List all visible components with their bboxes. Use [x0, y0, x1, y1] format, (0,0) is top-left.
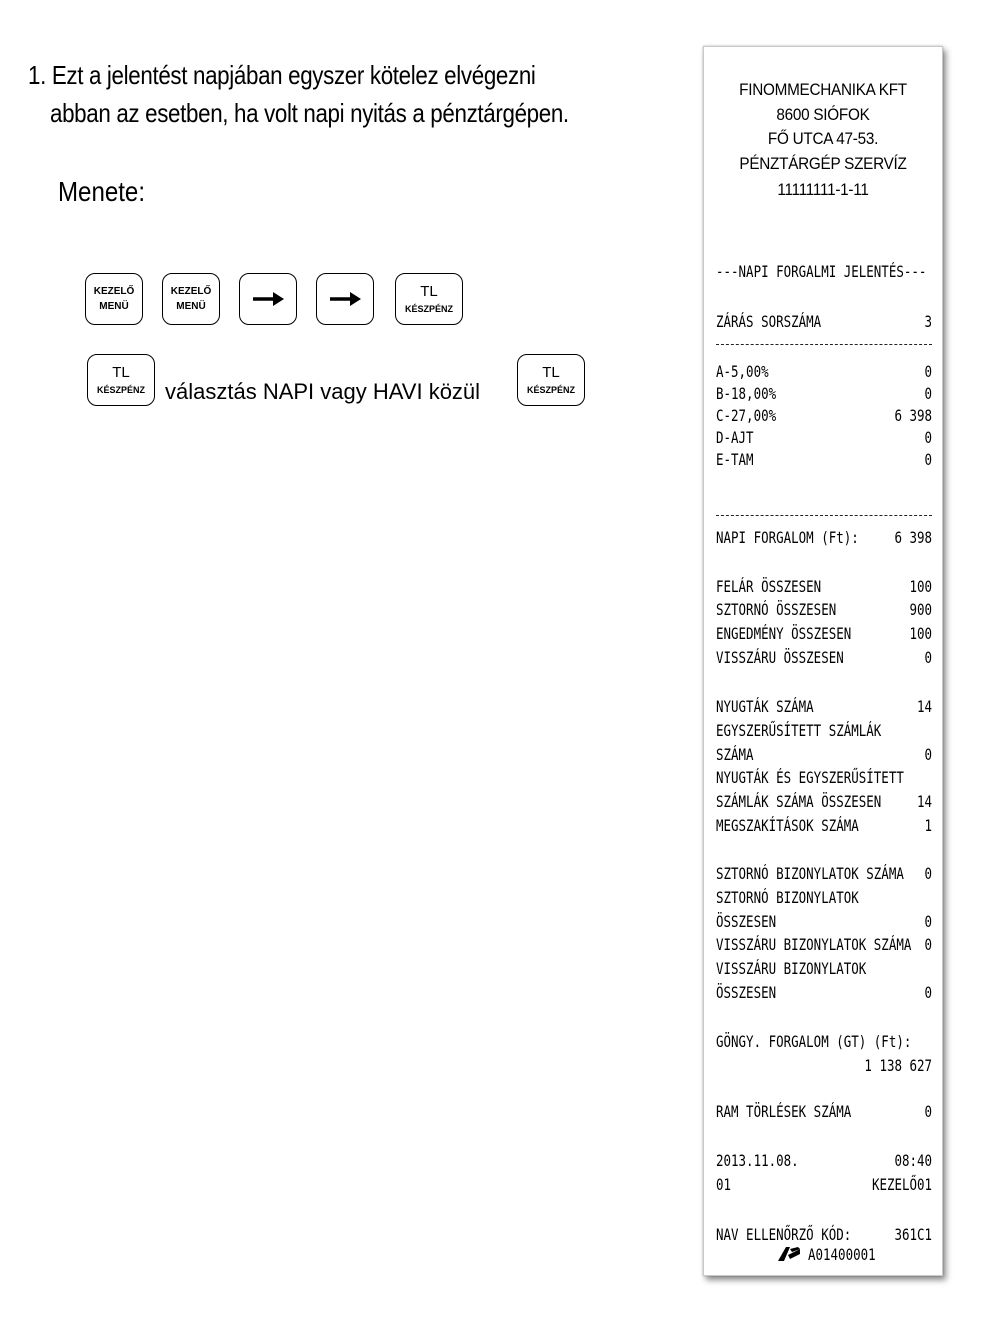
instruction-line-1: 1. Ezt a jelentést napjában egyszer kötelez elvégezni: [28, 60, 536, 90]
kezelo-menu-key-2: [162, 273, 220, 325]
tl-keszpenz-key-1: [395, 273, 463, 325]
receipt-row-vat: [716, 447, 932, 472]
key-keszpenz-label: KÉSZPÉNZ: [96, 385, 145, 395]
row-label: FELÁR ÖSSZESEN: [716, 577, 822, 596]
receipt-city: 8600 SIÓFOK: [776, 105, 870, 124]
row-label: ENGEDMÉNY ÖSSZESEN: [716, 624, 852, 643]
receipt-row-datetime: [716, 1148, 932, 1173]
choice-text: választás NAPI vagy HAVI közül: [165, 379, 481, 404]
receipt-row-visszaru: [716, 956, 932, 981]
receipt-row-storno-osszesen: [716, 909, 932, 934]
receipt-service: PÉNZTÁRGÉP SZERVÍZ: [739, 154, 907, 173]
receipt-row-visszaru-szama: [716, 932, 932, 957]
receipt-register: 01: [716, 1175, 732, 1194]
receipt-row-megszakitasok: [716, 813, 932, 838]
receipt-title-text: ---NAPI FORGALMI JELENTÉS---: [716, 262, 927, 281]
row-label: SZTORNÓ BIZONYLATOK SZÁMA: [716, 864, 904, 883]
row-label: SZÁMLÁK SZÁMA ÖSSZESEN: [716, 792, 882, 811]
row-value: 0: [924, 745, 933, 764]
dashed-divider: [716, 515, 932, 516]
receipt-row-total: [716, 621, 932, 646]
row-value: 0: [924, 362, 933, 381]
row-label: ÖSSZESEN: [716, 983, 777, 1002]
receipt: [703, 46, 943, 1276]
receipt-row-gt-label: [716, 1029, 932, 1054]
right-arrow-icon: [328, 290, 362, 308]
receipt-tax-number: 11111111-1-11: [777, 180, 869, 199]
receipt-row-egysz-szama: [716, 742, 932, 767]
key-kezelo-label: KEZELŐ: [170, 286, 212, 297]
receipt-row-visszaru-osszesen: [716, 980, 932, 1005]
row-label: VISSZÁRU ÖSSZESEN: [716, 648, 844, 667]
row-label: D-AJT: [716, 428, 754, 447]
row-value: 900: [909, 600, 933, 619]
right-arrow-key-1: [239, 273, 297, 325]
key-tl-label: TL: [542, 364, 560, 381]
receipt-company: FINOMMECHANIKA KFT: [739, 80, 907, 99]
receipt-row-nyes: [716, 765, 932, 790]
row-label: SZÁMA: [716, 745, 754, 764]
dashed-divider: [716, 344, 932, 345]
row-value: 0: [924, 935, 933, 954]
receipt-ap-code: [808, 1242, 1000, 1267]
row-value: 0: [924, 384, 933, 403]
instructions-panel: [0, 0, 680, 600]
row-value: 361C1: [894, 1225, 933, 1244]
row-value: 100: [909, 577, 933, 596]
key-kezelo-label: KEZELŐ: [93, 286, 135, 297]
key-keszpenz-label: KÉSZPÉNZ: [404, 304, 453, 314]
right-arrow-icon: [251, 290, 285, 308]
receipt-row-storno-szama: [716, 861, 932, 886]
receipt-row-total: [716, 574, 932, 599]
receipt-row-nyugtak: [716, 694, 932, 719]
row-label: EGYSZERŰSÍTETT SZÁMLÁK: [716, 721, 882, 740]
receipt-row-total: [716, 597, 932, 622]
receipt-title: [716, 259, 932, 284]
receipt-row-nyes-osszesen: [716, 789, 932, 814]
row-label: NAPI FORGALOM (Ft):: [716, 528, 859, 547]
key-menu-label: MENÜ: [99, 301, 129, 312]
row-label: SZTORNÓ BIZONYLATOK: [716, 888, 859, 907]
row-label: VISSZÁRU BIZONYLATOK SZÁMA: [716, 935, 912, 954]
tl-keszpenz-key-3: [517, 354, 585, 406]
row-label: A-5,00%: [716, 362, 769, 381]
row-label: VISSZÁRU BIZONYLATOK: [716, 959, 867, 978]
receipt-row-ram: [716, 1099, 932, 1124]
row-value: 3: [924, 312, 933, 331]
receipt-row-gt-value: [716, 1053, 932, 1078]
menete-heading: Menete:: [58, 176, 146, 207]
receipt-row-egysz: [716, 718, 932, 743]
receipt-row-napi-forgalom: [716, 525, 932, 550]
row-value: 6 398: [894, 528, 933, 547]
row-label: NYUGTÁK SZÁMA: [716, 697, 814, 716]
receipt-row-storno: [716, 885, 932, 910]
row-value: 0: [924, 983, 933, 1002]
kezelo-menu-key-1: [85, 273, 143, 325]
row-label: NAV ELLENŐRZŐ KÓD:: [716, 1225, 852, 1244]
right-arrow-key-2: [316, 273, 374, 325]
key-tl-label: TL: [112, 364, 130, 381]
row-value: 0: [924, 864, 933, 883]
row-label: MEGSZAKÍTÁSOK SZÁMA: [716, 816, 859, 835]
instruction-line-2: abban az esetben, ha volt napi nyitás a pénztárgépen.: [50, 98, 569, 128]
row-value: 1 138 627: [864, 1056, 933, 1075]
row-label: ÖSSZESEN: [716, 912, 777, 931]
ap-logo-icon: [776, 1245, 802, 1263]
receipt-row-operator: [716, 1172, 932, 1197]
row-label: ZÁRÁS SORSZÁMA: [716, 312, 822, 331]
receipt-operator: KEZELŐ01: [871, 1175, 933, 1194]
row-value: 1: [924, 816, 933, 835]
row-label: B-18,00%: [716, 384, 777, 403]
receipt-time: 08:40: [894, 1151, 933, 1170]
row-value: 0: [924, 648, 933, 667]
key-keszpenz-label: KÉSZPÉNZ: [526, 385, 575, 395]
row-value: 14: [917, 792, 933, 811]
row-value: 0: [924, 450, 933, 469]
row-value: 0: [924, 428, 933, 447]
tl-keszpenz-key-2: [87, 354, 155, 406]
row-value: 0: [924, 912, 933, 931]
key-tl-label: TL: [420, 283, 438, 300]
row-label: SZTORNÓ ÖSSZESEN: [716, 600, 837, 619]
row-label: GÖNGY. FORGALOM (GT) (Ft):: [716, 1032, 912, 1051]
row-value: 0: [924, 1102, 933, 1121]
ap-code-text: A01400001: [808, 1245, 876, 1264]
row-value: 100: [909, 624, 933, 643]
row-label: E-TAM: [716, 450, 754, 469]
receipt-row-total: [716, 645, 932, 670]
row-label: C-27,00%: [716, 406, 777, 425]
row-label: NYUGTÁK ÉS EGYSZERŰSÍTETT: [716, 768, 904, 787]
row-label: RAM TÖRLÉSEK SZÁMA: [716, 1102, 852, 1121]
row-value: 6 398: [894, 406, 933, 425]
receipt-street: FŐ UTCA 47-53.: [767, 129, 879, 148]
key-menu-label: MENÜ: [176, 301, 206, 312]
receipt-row-zaras: [716, 309, 932, 334]
row-value: 14: [917, 697, 933, 716]
receipt-date: 2013.11.08.: [716, 1151, 799, 1170]
